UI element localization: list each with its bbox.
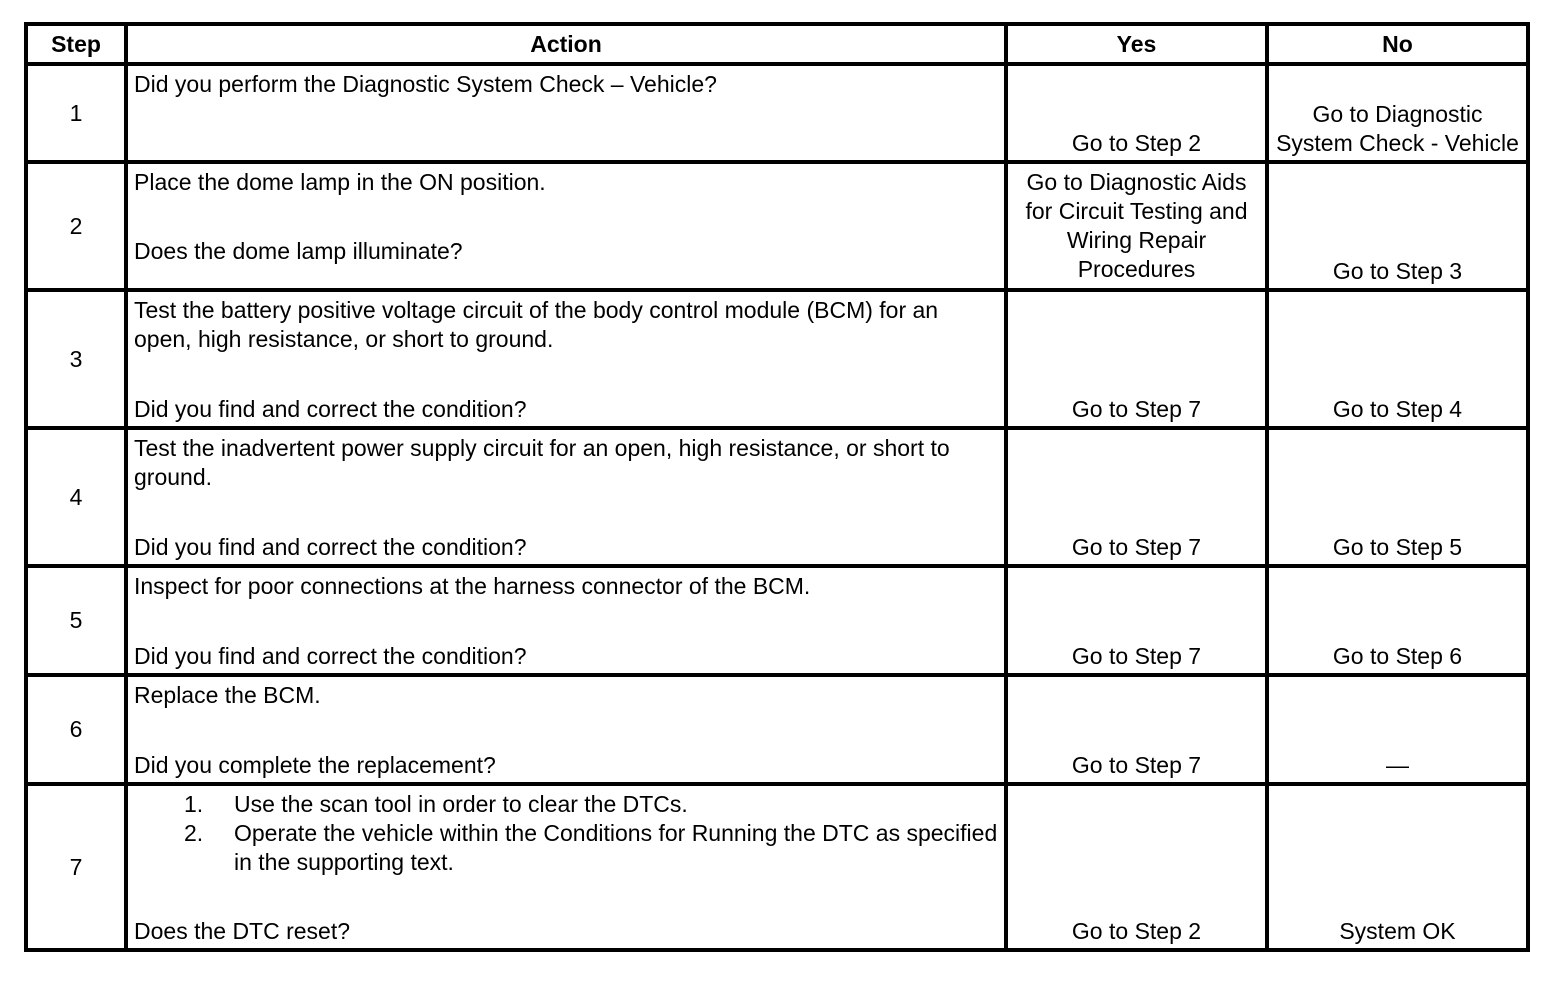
action-question: Does the DTC reset? <box>134 918 351 944</box>
header-row <box>26 24 1528 64</box>
substep-text: Use the scan tool in order to clear the DTCs. <box>234 791 688 817</box>
yes-cell: Go to Step 7 <box>1006 675 1267 784</box>
no-cell: Go to Step 3 <box>1267 162 1528 290</box>
yes-cell: Go to Step 7 <box>1006 566 1267 675</box>
action-cell <box>126 162 1006 290</box>
step-number: 7 <box>26 784 126 950</box>
header-action: Action <box>126 24 1006 64</box>
no-cell: Go to Step 6 <box>1267 566 1528 675</box>
table-row <box>26 784 1528 950</box>
step-number: 5 <box>26 566 126 675</box>
step-number: 6 <box>26 675 126 784</box>
table-row <box>26 162 1528 290</box>
action-question: Did you find and correct the condition? <box>134 534 527 560</box>
no-cell: Go to Diagnostic System Check - Vehicle <box>1267 64 1528 162</box>
no-cell: — <box>1267 675 1528 784</box>
action-cell <box>126 675 1006 784</box>
substep-number: 1. <box>184 791 204 817</box>
yes-cell: Go to Step 2 <box>1006 64 1267 162</box>
action-text: Inspect for poor connections at the harness connector of the BCM. <box>134 573 811 599</box>
table-row <box>26 428 1528 566</box>
action-text: Place the dome lamp in the ON position. <box>134 169 546 195</box>
table-row <box>26 290 1528 428</box>
action-cell <box>126 290 1006 428</box>
diagnostic-table <box>24 22 1530 952</box>
substep-number: 2. <box>184 820 204 846</box>
action-question: Did you find and correct the condition? <box>134 643 527 669</box>
action-cell <box>126 64 1006 162</box>
step-number: 4 <box>26 428 126 566</box>
substep-text: Operate the vehicle within the Conditions for Running the DTC as specified in the supporting text. <box>234 820 998 875</box>
action-text: Did you perform the Diagnostic System Check – Vehicle? <box>134 71 717 97</box>
table-row <box>26 64 1528 162</box>
header-no: No <box>1267 24 1528 64</box>
step-number: 1 <box>26 64 126 162</box>
substep-list <box>134 790 998 877</box>
action-text: Replace the BCM. <box>134 682 321 708</box>
step-number: 2 <box>26 162 126 290</box>
action-question: Did you find and correct the condition? <box>134 396 527 422</box>
action-question: Did you complete the replacement? <box>134 752 496 778</box>
header-step: Step <box>26 24 126 64</box>
yes-cell: Go to Step 7 <box>1006 428 1267 566</box>
list-item <box>134 790 998 819</box>
table-row <box>26 566 1528 675</box>
no-cell: Go to Step 4 <box>1267 290 1528 428</box>
action-text: Test the inadvertent power supply circuit for an open, high resistance, or short to ground. <box>134 435 950 490</box>
action-question: Does the dome lamp illuminate? <box>134 238 463 264</box>
list-item <box>134 819 998 877</box>
action-cell <box>126 428 1006 566</box>
yes-cell: Go to Diagnostic Aids for Circuit Testing and Wiring Repair Procedures <box>1006 162 1267 290</box>
action-text: Test the battery positive voltage circuit of the body control module (BCM) for an open, high resistance, or short to ground. <box>134 297 939 352</box>
no-cell: System OK <box>1267 784 1528 950</box>
step-number: 3 <box>26 290 126 428</box>
header-yes: Yes <box>1006 24 1267 64</box>
action-cell <box>126 784 1006 950</box>
yes-cell: Go to Step 2 <box>1006 784 1267 950</box>
no-cell: Go to Step 5 <box>1267 428 1528 566</box>
yes-cell: Go to Step 7 <box>1006 290 1267 428</box>
table-row <box>26 675 1528 784</box>
action-cell <box>126 566 1006 675</box>
